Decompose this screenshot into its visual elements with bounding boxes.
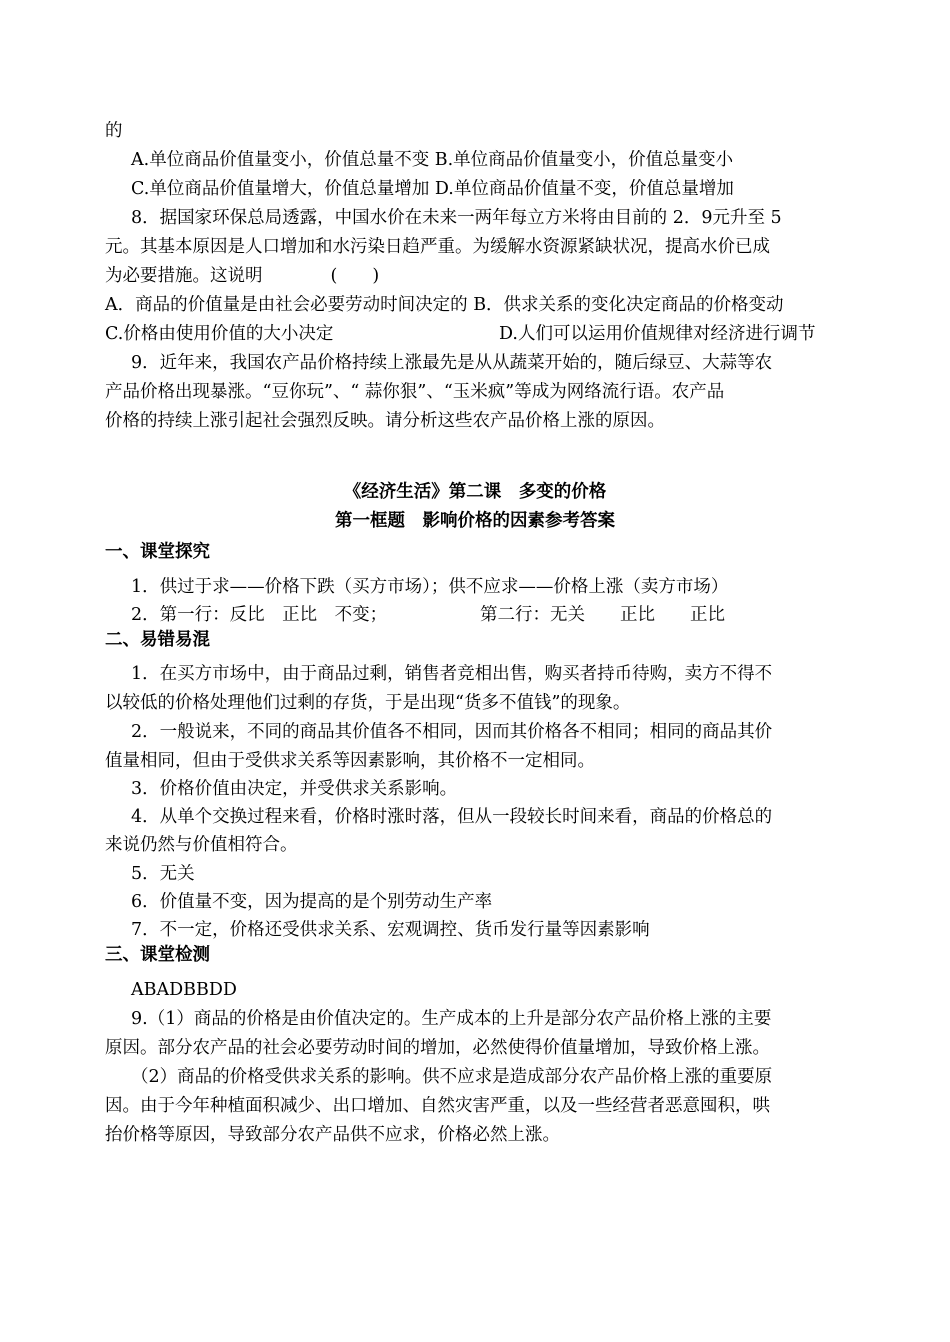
text-segment: 第二行：无关 正比 正比	[480, 605, 725, 625]
text-segment: 2．第一行：反比 正比 不变；	[131, 605, 388, 625]
answer-line: 9.（1）商品的价格是由价值决定的。生产成本的上升是部分农产品价格上涨的主要	[131, 1009, 772, 1029]
text-line	[105, 265, 379, 287]
option-c: C.价格由使用价值的大小决定	[105, 324, 334, 344]
answer-title: 《经济生活》第二课 多变的价格	[343, 482, 607, 502]
text-line: 价格的持续上涨引起社会强烈反映。请分析这些农产品价格上涨的原因。	[105, 411, 665, 431]
answer-line: 以较低的价格处理他们过剩的存货，于是出现“货多不值钱”的现象。	[105, 693, 631, 713]
answer-line: 值量相同，但由于受供求关系等因素影响，其价格不一定相同。	[105, 751, 595, 771]
answer-line: 2．一般说来，不同的商品其价值各不相同，因而其价格各不相同；相同的商品其价	[131, 722, 773, 742]
answer-line	[131, 604, 725, 626]
answer-line: 6．价值量不变，因为提高的是个别劳动生产率	[131, 892, 493, 912]
section-heading: 三、课堂检测	[105, 945, 210, 965]
section-heading: 二、易错易混	[105, 630, 210, 650]
section-heading: 一、课堂探究	[105, 542, 210, 562]
answer-line: 1．供过于求——价格下跌（买方市场）；供不应求——价格上涨（卖方市场）	[131, 577, 729, 597]
option-line: A．商品的价值量是由社会必要劳动时间决定的 B．供求关系的变化决定商品的价格变动	[105, 295, 784, 315]
answer-line: 原因。部分农产品的社会必要劳动时间的增加，必然使得价值量增加，导致价格上涨。	[105, 1038, 770, 1058]
answer-blank: ( )	[330, 266, 380, 286]
answer-line: 抬价格等原因，导致部分农产品供不应求，价格必然上涨。	[105, 1125, 560, 1145]
option-line: C.单位商品价值量增大，价值总量增加 D.单位商品价值量不变，价值总量增加	[131, 179, 734, 199]
answer-line: 4．从单个交换过程来看，价格时涨时落，但从一段较长时间来看，商品的价格总的	[131, 807, 773, 827]
option-line: A.单位商品价值量变小，价值总量不变 B.单位商品价值量变小，价值总量变小	[131, 150, 734, 170]
answer-line: 3．价格价值由决定，并受供求关系影响。	[131, 779, 458, 799]
answer-line: 来说仍然与价值相符合。	[105, 835, 298, 855]
answer-line: 5．无关	[131, 864, 195, 884]
answer-line: 1．在买方市场中，由于商品过剩，销售者竞相出售，购买者持币待购，卖方不得不	[131, 664, 773, 684]
answer-subtitle: 第一框题 影响价格的因素参考答案	[335, 511, 615, 531]
option-line	[105, 323, 816, 345]
option-d: D.人们可以运用价值规律对经济进行调节	[499, 324, 816, 344]
question-8-text: 8．据国家环保总局透露，中国水价在未来一两年每立方米将由目前的 2．9元升至 5	[131, 208, 782, 228]
text-line: 产品价格出现暴涨。“豆你玩”、“ 蒜你狠”、“玉米疯”等成为网络流行语。农产品	[105, 382, 725, 402]
text-line: 的	[105, 121, 123, 141]
answer-line: 7．不一定，价格还受供求关系、宏观调控、货币发行量等因素影响	[131, 920, 650, 940]
answer-line: 因。由于今年种植面积减少、出口增加、自然灾害严重，以及一些经营者恶意囤积，哄	[105, 1096, 770, 1116]
answer-key: ABADBBDD	[131, 980, 237, 1000]
question-9-text: 9．近年来，我国农产品价格持续上涨最先是从从蔬菜开始的，随后绿豆、大蒜等农	[131, 353, 773, 373]
answer-line: （2）商品的价格受供求关系的影响。供不应求是造成部分农产品价格上涨的重要原	[131, 1067, 773, 1087]
text-segment: 为必要措施。这说明	[105, 266, 263, 286]
text-line: 元。其基本原因是人口增加和水污染日趋严重。为缓解水资源紧缺状况，提高水价已成	[105, 237, 770, 257]
